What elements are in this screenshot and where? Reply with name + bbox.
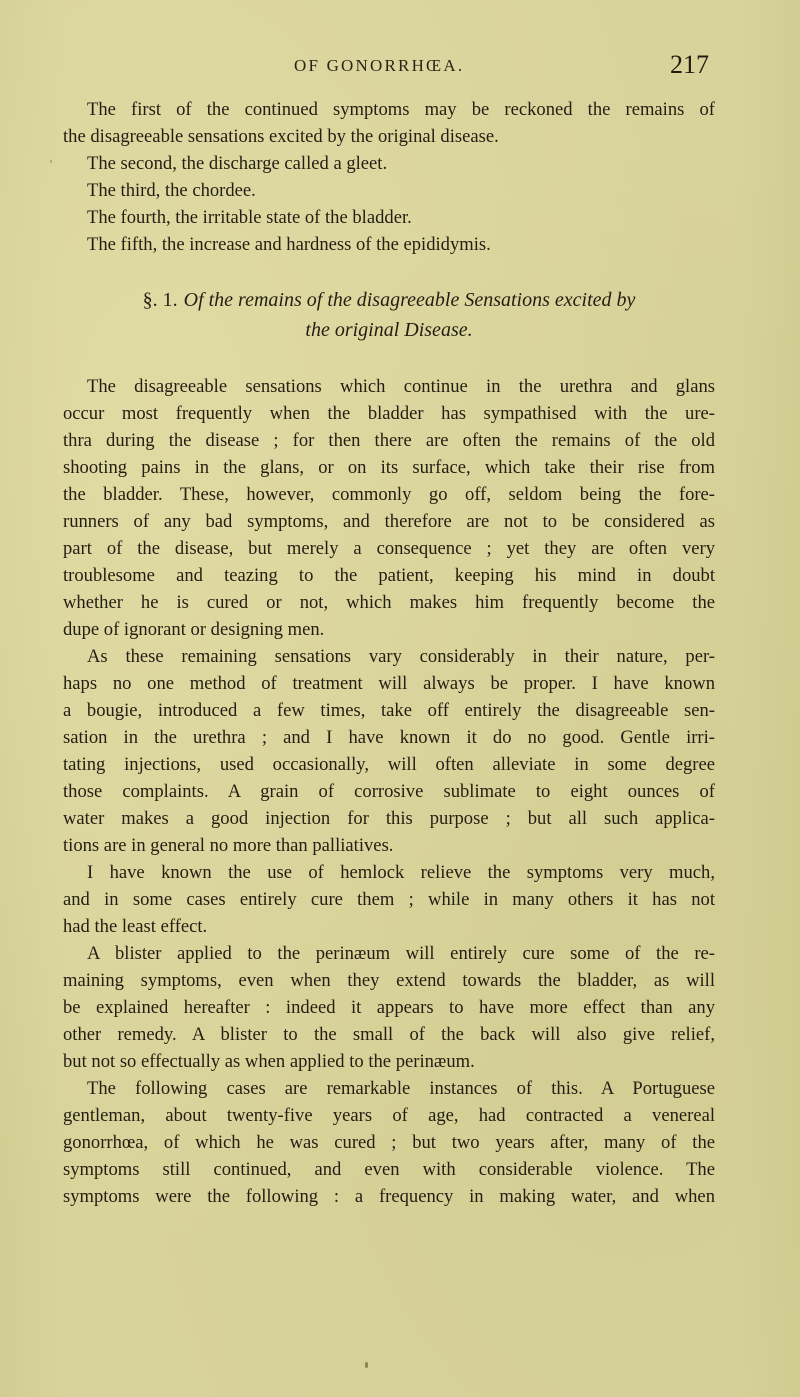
paragraph [63, 1075, 715, 1210]
text-line: runners of any bad symptoms, and therefore are not to be considered as [63, 511, 715, 532]
text-line: The following cases are remarkable instances of this. A Portuguese [87, 1078, 715, 1099]
text-line: haps no one method of treatment will always be proper. I have known [63, 673, 715, 694]
text-line: the disagreeable sensations excited by the original disease. [63, 126, 499, 147]
paragraph [63, 373, 715, 643]
text-line: A blister applied to the perinæum will entirely cure some of the re- [87, 943, 715, 964]
section-title-line-1: Of the remains of the disagreeable Sensations excited by [183, 289, 636, 311]
list-item: The third, the chordee. [87, 180, 256, 201]
text-line: I have known the use of hemlock relieve the symptoms very much, [87, 862, 715, 883]
section-title-line-2: the original Disease. [305, 319, 473, 341]
text-line: tating injections, used occasionally, will often alleviate in some degree [63, 754, 715, 775]
text-line: a bougie, introduced a few times, take off entirely the disagreeable sen- [63, 700, 715, 721]
list-item: The fourth, the irritable state of the bladder. [87, 207, 412, 228]
spacer [63, 258, 715, 285]
section-heading [63, 285, 715, 315]
text-line: thra during the disease ; for then there are often the remains of the old [63, 430, 715, 451]
spacer [63, 345, 715, 373]
list-item: The fifth, the increase and hardness of the epididymis. [87, 234, 491, 255]
running-title: OF GONORRHŒA. [294, 56, 465, 75]
text-line: dupe of ignorant or designing men. [63, 619, 325, 640]
text-line: gonorrhœa, of which he was cured ; but two years after, many of the [63, 1132, 715, 1153]
text-line: and in some cases entirely cure them ; while in many others it has not [63, 889, 715, 910]
text-line: As these remaining sensations vary considerably in their nature, per- [87, 646, 715, 667]
running-head [0, 50, 800, 86]
text-line: occur most frequently when the bladder has sympathised with the ure- [63, 403, 715, 424]
text-line: maining symptoms, even when they extend towards the bladder, as will [63, 970, 715, 991]
text-line: The disagreeable sensations which continue in the urethra and glans [87, 376, 715, 397]
text-line: part of the disease, but merely a consequence ; yet they are often very [63, 538, 715, 559]
paragraph [63, 643, 715, 859]
text-line: shooting pains in the glans, or on its surface, which take their rise from [63, 457, 715, 478]
list-item: The second, the discharge called a gleet. [87, 153, 388, 174]
text-line: The first of the continued symptoms may be reckoned the remains of [87, 99, 715, 120]
text-line: those complaints. A grain of corrosive sublimate to eight ounces of [63, 781, 715, 802]
text-line: symptoms still continued, and even with considerable violence. The [63, 1159, 715, 1180]
text-line: water makes a good injection for this purpose ; but all such applica- [63, 808, 715, 829]
text-line: be explained hereafter : indeed it appears to have more effect than any [63, 997, 715, 1018]
paragraph [63, 859, 715, 940]
section-heading-continued [63, 315, 715, 345]
text-line: the bladder. These, however, commonly go off, seldom being the fore- [63, 484, 715, 505]
text-line: symptoms were the following : a frequency in making water, and when [63, 1186, 715, 1207]
text-line: troublesome and teazing to the patient, keeping his mind in doubt [63, 565, 715, 586]
section-number: §. 1. [142, 289, 178, 311]
text-line: had the least effect. [63, 916, 208, 937]
paragraph [63, 940, 715, 1075]
page-number: 217 [670, 50, 709, 79]
text-line: tions are in general no more than palliatives. [63, 835, 394, 856]
text-line: gentleman, about twenty-five years of age, had contracted a venereal [63, 1105, 715, 1126]
paper-speck [365, 1362, 368, 1368]
text-line: other remedy. A blister to the small of the back will also give relief, [63, 1024, 715, 1045]
text-line: whether he is cured or not, which makes him frequently become the [63, 592, 715, 613]
paper-speck [50, 160, 52, 163]
text-line: but not so effectually as when applied to the perinæum. [63, 1051, 475, 1072]
text-line: sation in the urethra ; and I have known it do no good. Gentle irri- [63, 727, 715, 748]
body-text [63, 96, 715, 1210]
